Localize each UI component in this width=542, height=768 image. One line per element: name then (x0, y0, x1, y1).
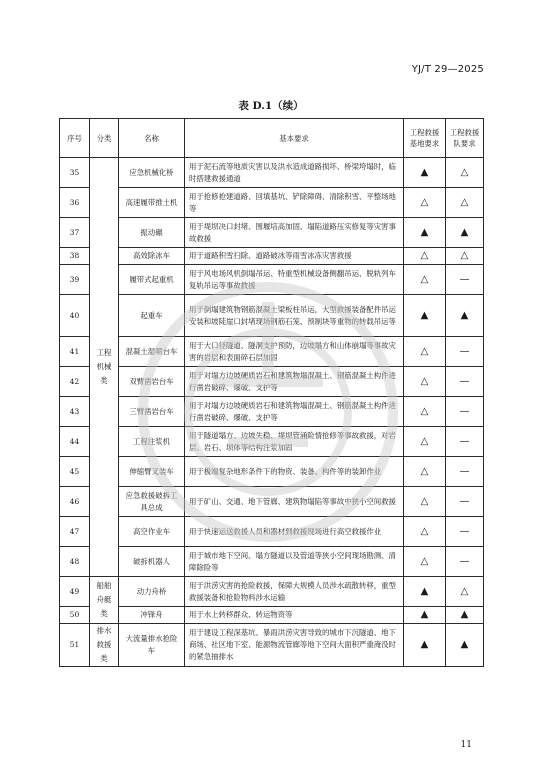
row-base-mark: △ (404, 487, 446, 517)
row-requirement: 用于倒塌建筑物钢筋混凝土梁板柱吊运，大型救援装备配件吊运安装和坡陡崖口封堵现场钢筋石笼、预制块等重物的转载吊运等 (185, 295, 404, 337)
row-name: 工程注浆机 (119, 427, 185, 457)
row-index: 37 (60, 218, 90, 248)
table-title: 表 D.1（续） (238, 100, 304, 112)
row-name: 动力舟桥 (119, 577, 185, 607)
table-row (60, 188, 484, 218)
row-name: 高速履带推土机 (119, 188, 185, 218)
row-requirement: 用于堤坝决口封堵、围堰培高加固、塌陷道路压实修复等灾害事故救援 (185, 218, 404, 248)
row-requirement: 用于建设工程深基坑、暴雨洪涝灾害导致的城市下沉隧道、地下商场、社区地下室、能源物流管廊等地下空间大面积严重淹没时的紧急抽排水 (185, 624, 404, 667)
row-name: 起重车 (119, 295, 185, 337)
table-row (60, 547, 484, 577)
row-base-mark: △ (404, 427, 446, 457)
row-base-mark: △ (404, 367, 446, 397)
row-name: 应急救援破拆工具总成 (119, 487, 185, 517)
row-index: 47 (60, 517, 90, 547)
table-row (60, 158, 484, 188)
row-requirement: 用于矿山、交通、地下管廊、建筑物塌陷等事故中狭小空间救援 (185, 487, 404, 517)
row-requirement: 用于道路积雪扫除、道路破冰等雨雪冰冻灾害救援 (185, 248, 404, 265)
row-index: 36 (60, 188, 90, 218)
row-base-mark: △ (404, 547, 446, 577)
row-index: 42 (60, 367, 90, 397)
row-name: 履带式起重机 (119, 265, 185, 295)
equipment-table-container (59, 118, 483, 667)
row-team-mark: △ (446, 577, 484, 607)
table-row (60, 397, 484, 427)
row-requirement: 用于洪涝灾害的抢险救援，保障大规模人员涉水疏散转移，重型救援装备和抢险物料涉水运输 (185, 577, 404, 607)
row-team-mark: — (446, 487, 484, 517)
table-row (60, 248, 484, 265)
row-name: 高效除冰车 (119, 248, 185, 265)
row-base-mark: △ (404, 397, 446, 427)
row-team-mark: — (446, 397, 484, 427)
row-index: 50 (60, 607, 90, 624)
row-base-mark: ▲ (404, 624, 446, 667)
row-base-mark: ▲ (404, 218, 446, 248)
table-row (60, 367, 484, 397)
table-row (60, 624, 484, 667)
row-requirement: 用于对塌方边坡硬质岩石和建筑物塌混凝土、钢筋混凝土构件进行凿岩破碎、爆破、支护等 (185, 397, 404, 427)
row-team-mark: — (446, 517, 484, 547)
row-index: 51 (60, 624, 90, 667)
table-row (60, 337, 484, 367)
row-index: 38 (60, 248, 90, 265)
row-requirement: 用于泥石流等地质灾害以及洪水造成道路损坏、桥梁垮塌时，临时搭建救援通道 (185, 158, 404, 188)
row-index: 35 (60, 158, 90, 188)
page-number: 11 (460, 740, 472, 750)
row-name: 破拆机器人 (119, 547, 185, 577)
row-team-mark: — (446, 427, 484, 457)
row-base-mark: ▲ (404, 295, 446, 337)
row-requirement: 用于风电场风机倒塌吊运、特重型机械设备侧翻吊运、脱轨列车复轨吊运等事故救援 (185, 265, 404, 295)
category-cell: 船舶舟艇类 (90, 577, 119, 624)
equipment-table (59, 118, 484, 667)
row-requirement: 用于城市地下空间、塌方隧道以及管道等狭小空间现场勘测、清障除险等 (185, 547, 404, 577)
row-team-mark: ▲ (446, 295, 484, 337)
row-team-mark: — (446, 265, 484, 295)
row-team-mark: — (446, 337, 484, 367)
row-base-mark: ▲ (404, 158, 446, 188)
row-base-mark: ▲ (404, 607, 446, 624)
table-row (60, 577, 484, 607)
row-requirement: 用于大口径隧道、隧洞支护预防，边坡塌方和山体崩塌等事故灾害的岩层和表面碎石层加固 (185, 337, 404, 367)
col-header-requirement: 基本要求 (185, 119, 404, 158)
row-index: 40 (60, 295, 90, 337)
table-row (60, 607, 484, 624)
row-index: 43 (60, 397, 90, 427)
row-base-mark: △ (404, 517, 446, 547)
row-requirement: 用于抢修抢建道路、回填基坑、铲除障碍、清除积雪、平整场地等 (185, 188, 404, 218)
row-name: 应急机械化桥 (119, 158, 185, 188)
row-name: 三臂凿岩台车 (119, 397, 185, 427)
row-name: 混凝土湿喷台车 (119, 337, 185, 367)
row-team-mark: ▲ (446, 218, 484, 248)
table-row (60, 427, 484, 457)
col-header-team: 工程救援队要求 (446, 119, 484, 158)
row-team-mark: ▲ (446, 607, 484, 624)
row-name: 伸缩臂叉装车 (119, 457, 185, 487)
row-base-mark: △ (404, 337, 446, 367)
row-base-mark: △ (404, 248, 446, 265)
table-row (60, 295, 484, 337)
row-base-mark: △ (404, 265, 446, 295)
row-name: 双臂凿岩台车 (119, 367, 185, 397)
col-header-name: 名称 (119, 119, 185, 158)
col-header-index: 序号 (60, 119, 90, 158)
row-base-mark: ▲ (404, 577, 446, 607)
row-index: 39 (60, 265, 90, 295)
row-index: 49 (60, 577, 90, 607)
row-base-mark: △ (404, 457, 446, 487)
category-cell: 排水救援类 (90, 624, 119, 667)
row-team-mark: — (446, 547, 484, 577)
standard-code: YJ/T 29—2025 (411, 64, 484, 75)
col-header-category: 分类 (90, 119, 119, 158)
row-index: 41 (60, 337, 90, 367)
category-cell: 工程机械类 (90, 158, 119, 577)
row-team-mark: △ (446, 158, 484, 188)
table-row (60, 457, 484, 487)
row-index: 45 (60, 457, 90, 487)
row-requirement: 用于对塌方边坡硬质岩石和建筑物塌混凝土、钢筋混凝土构件进行凿岩破碎、爆破、支护等 (185, 367, 404, 397)
row-index: 48 (60, 547, 90, 577)
row-name: 高空作业车 (119, 517, 185, 547)
row-name: 大流量排水抢险车 (119, 624, 185, 667)
table-row (60, 218, 484, 248)
row-name: 振动碾 (119, 218, 185, 248)
row-requirement: 用于水上转移群众、转运物资等 (185, 607, 404, 624)
table-row (60, 265, 484, 295)
row-team-mark: — (446, 457, 484, 487)
row-name: 冲锋舟 (119, 607, 185, 624)
row-requirement: 用于极端复杂地形条件下的物资、装备、构件等的装卸作业 (185, 457, 404, 487)
row-requirement: 用于快速运送救援人员和器材到救援现场进行高空救援作业 (185, 517, 404, 547)
row-index: 46 (60, 487, 90, 517)
row-index: 44 (60, 427, 90, 457)
table-row (60, 487, 484, 517)
col-header-base: 工程救援基地要求 (404, 119, 446, 158)
row-requirement: 用于隧道塌方、边坡失稳、堤坝管涌险情抢修等事故救援，对岩层、岩石、坝体等结构注浆加固 (185, 427, 404, 457)
row-base-mark: △ (404, 188, 446, 218)
table-row (60, 517, 484, 547)
row-team-mark: △ (446, 188, 484, 218)
row-team-mark: — (446, 367, 484, 397)
row-team-mark: △ (446, 248, 484, 265)
row-team-mark: ▲ (446, 624, 484, 667)
table-header-row (60, 119, 484, 158)
